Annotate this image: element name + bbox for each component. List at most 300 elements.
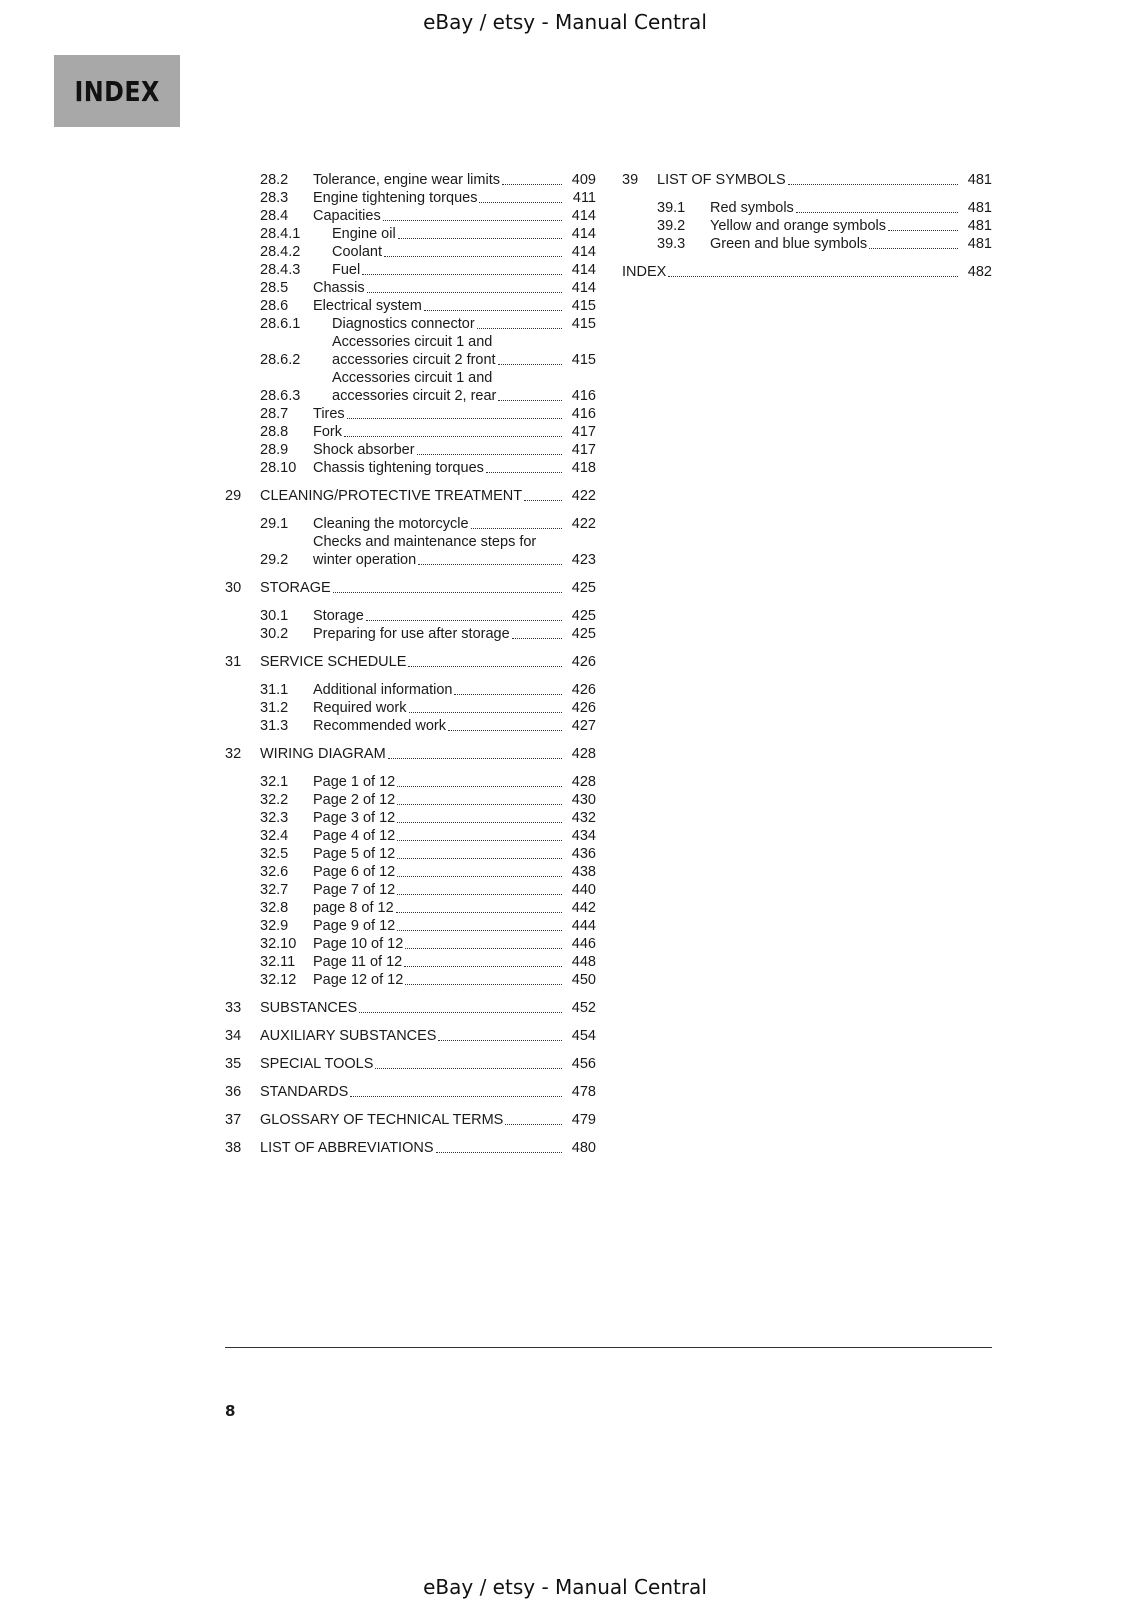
toc-entry[interactable] (225, 1055, 596, 1073)
toc-entry[interactable] (225, 459, 596, 477)
toc-entry-title: accessories circuit 2, rear (332, 388, 497, 404)
toc-entry-title: Page 9 of 12 (313, 918, 396, 934)
dot-leader (362, 274, 562, 275)
toc-entry-multiline (332, 369, 566, 405)
dot-leader (404, 966, 562, 967)
toc-entry-number: 28.2 (260, 172, 289, 188)
toc-entry-page: 454 (571, 1028, 596, 1044)
toc-entry-number: 35 (225, 1056, 242, 1072)
toc-entry-number: 29.1 (260, 516, 289, 532)
dot-leader (498, 400, 562, 401)
toc-entry-page: 481 (967, 172, 992, 188)
toc-entry-number: 32.12 (260, 972, 297, 988)
toc-entry[interactable] (225, 279, 596, 297)
toc-entry-title-wrap (313, 845, 566, 863)
toc-entry-title-wrap (313, 827, 566, 845)
toc-entry-number: 39.1 (657, 200, 686, 216)
footer-divider (225, 1347, 992, 1348)
toc-entry-page: 438 (571, 864, 596, 880)
toc-entry-title: Coolant (332, 244, 382, 260)
dot-leader (397, 822, 562, 823)
toc-entry-number: 32.2 (260, 792, 289, 808)
toc-entry-title: Engine tightening torques (313, 190, 478, 206)
dot-leader (788, 184, 958, 185)
toc-entry-number: 37 (225, 1112, 242, 1128)
toc-entry-page: 436 (571, 846, 596, 862)
toc-entry-page: 414 (571, 280, 596, 296)
toc-entry-title: INDEX (622, 264, 667, 280)
toc-entry-title-wrap (657, 171, 962, 189)
toc-entry[interactable] (225, 845, 596, 863)
toc-entry-title: Red symbols (710, 200, 794, 216)
dot-leader (397, 876, 562, 877)
toc-entry-number: 39.3 (657, 236, 686, 252)
toc-entry-title-wrap (313, 423, 566, 441)
toc-entry-title-wrap (313, 971, 566, 989)
toc-entry[interactable] (622, 263, 992, 281)
toc-entry-number: 32.1 (260, 774, 289, 790)
toc-entry-page: 415 (571, 316, 596, 332)
toc-entry-title-wrap (313, 515, 566, 533)
toc-entry-page: 428 (571, 746, 596, 762)
toc-entry-title-wrap (313, 917, 566, 935)
toc-entry-number: 28.6.1 (260, 316, 301, 332)
toc-entry-page: 444 (571, 918, 596, 934)
dot-leader (436, 1152, 562, 1153)
toc-entry-number: 32.6 (260, 864, 289, 880)
toc-entry-title-wrap (260, 487, 566, 505)
dot-leader (397, 786, 562, 787)
toc-entry-page: 425 (571, 626, 596, 642)
toc-entry-title-wrap (313, 207, 566, 225)
toc-entry-title: SPECIAL TOOLS (260, 1056, 374, 1072)
toc-entry[interactable] (225, 261, 596, 279)
toc-entry-page: 450 (571, 972, 596, 988)
toc-entry-number: 28.8 (260, 424, 289, 440)
toc-entry-title-wrap (710, 199, 962, 217)
toc-entry-title-wrap (313, 533, 566, 569)
toc-entry-page: 440 (571, 882, 596, 898)
page-footer: eBay / etsy - Manual Central (423, 1575, 707, 1599)
toc-entry-page: 446 (571, 936, 596, 952)
toc-entry-number: 32.7 (260, 882, 289, 898)
toc-entry-number: 28.4.1 (260, 226, 301, 242)
toc-entry-title-wrap (313, 717, 566, 735)
toc-entry-number: 32.4 (260, 828, 289, 844)
toc-entry-page: 425 (571, 608, 596, 624)
toc-entry-title-line2 (332, 387, 566, 405)
toc-entry-title-wrap (313, 405, 566, 423)
toc-entry-title-wrap (260, 1111, 566, 1129)
toc-entry-number: 39 (622, 172, 639, 188)
toc-entry[interactable] (225, 953, 596, 971)
toc-entry-title: Tires (313, 406, 345, 422)
toc-entry-title: CLEANING/PROTECTIVE TREATMENT (260, 488, 523, 504)
dot-leader (479, 202, 562, 203)
toc-entry[interactable] (225, 207, 596, 225)
dot-leader (498, 364, 562, 365)
toc-entry-title: Page 11 of 12 (313, 954, 403, 970)
toc-entry-number: 32.11 (260, 954, 296, 970)
toc-entry-title: Storage (313, 608, 364, 624)
toc-entry-page: 415 (571, 298, 596, 314)
toc-entry-title-wrap (710, 217, 962, 235)
toc-entry-number: 28.10 (260, 460, 297, 476)
toc-entry-page: 414 (571, 262, 596, 278)
toc-entry[interactable] (225, 315, 596, 333)
toc-column-left (225, 171, 596, 1157)
toc-entry-title-wrap (313, 809, 566, 827)
toc-entry-title: Electrical system (313, 298, 422, 314)
toc-entry-title-wrap (260, 1055, 566, 1073)
toc-entry-number: 32.9 (260, 918, 289, 934)
toc-entry[interactable] (225, 863, 596, 881)
dot-leader (796, 212, 958, 213)
toc-entry-page: 409 (571, 172, 596, 188)
toc-entry-page: 481 (967, 200, 992, 216)
toc-entry-title: Page 6 of 12 (313, 864, 396, 880)
toc-entry[interactable] (225, 1139, 596, 1157)
toc-entry[interactable] (622, 217, 992, 235)
toc-entry[interactable] (225, 1111, 596, 1129)
toc-entry[interactable] (225, 171, 596, 189)
toc-entry[interactable] (225, 225, 596, 243)
dot-leader (333, 592, 562, 593)
toc-entry[interactable] (225, 333, 596, 369)
toc-entry-number: 28.7 (260, 406, 289, 422)
toc-entry-number: 29.2 (260, 552, 289, 568)
toc-entry-title: Chassis tightening torques (313, 460, 484, 476)
dot-leader (512, 638, 562, 639)
toc-entry-multiline (332, 333, 566, 369)
dot-leader (397, 930, 562, 931)
toc-entry-title-wrap (313, 681, 566, 699)
toc-entry-number: 28.4.2 (260, 244, 301, 260)
toc-entry-title-wrap (332, 369, 566, 405)
toc-entry[interactable] (622, 171, 992, 189)
toc-entry-title-wrap (313, 791, 566, 809)
toc-entry-page: 452 (571, 1000, 596, 1016)
toc-entry-number: 28.3 (260, 190, 289, 206)
toc-entry[interactable] (225, 917, 596, 935)
dot-leader (417, 454, 562, 455)
toc-entry-title-wrap (710, 235, 962, 253)
toc-entry-title-wrap (313, 279, 566, 297)
toc-entry-title-wrap (313, 953, 566, 971)
toc-entry-title: STANDARDS (260, 1084, 349, 1100)
toc-entry[interactable] (225, 899, 596, 917)
toc-entry[interactable] (225, 607, 596, 625)
toc-entry-page: 448 (571, 954, 596, 970)
dot-leader (359, 1012, 562, 1013)
toc-entry-title: Page 12 of 12 (313, 972, 404, 988)
toc-column-right (622, 171, 992, 281)
toc-entry[interactable] (225, 773, 596, 791)
toc-entry-title: Fuel (332, 262, 361, 278)
toc-entry-page: 417 (571, 442, 596, 458)
toc-entry-page: 422 (571, 516, 596, 532)
toc-entry-title-wrap (622, 263, 962, 281)
toc-entry-title-wrap (313, 625, 566, 643)
dot-leader (505, 1124, 562, 1125)
toc-entry[interactable] (225, 1083, 596, 1101)
dot-leader (424, 310, 562, 311)
toc-entry-multiline (313, 533, 566, 569)
toc-entry-number: 28.6.2 (260, 352, 301, 368)
toc-entry-page: 426 (571, 682, 596, 698)
toc-entry[interactable] (225, 971, 596, 989)
toc-entry-title-wrap (260, 1027, 566, 1045)
toc-entry-number: 28.9 (260, 442, 289, 458)
toc-entry-page: 425 (571, 580, 596, 596)
toc-entry-page: 434 (571, 828, 596, 844)
toc-entry-number: 32 (225, 746, 242, 762)
toc-entry-title-wrap (313, 773, 566, 791)
dot-leader (448, 730, 562, 731)
toc-entry-title: accessories circuit 2 front (332, 352, 496, 368)
dot-leader (383, 220, 562, 221)
dot-leader (408, 666, 562, 667)
toc-entry-number: 31.3 (260, 718, 289, 734)
toc-entry-page: 426 (571, 654, 596, 670)
toc-entry-title: LIST OF ABBREVIATIONS (260, 1140, 434, 1156)
toc-entry-page: 418 (571, 460, 596, 476)
toc-entry[interactable] (225, 809, 596, 827)
dot-leader (375, 1068, 562, 1069)
toc-entry-title-wrap (332, 225, 566, 243)
toc-entry-title-line1: Accessories circuit 1 and (332, 370, 493, 386)
dot-leader (477, 328, 562, 329)
toc-entry-title-wrap (313, 189, 566, 207)
toc-entry-number: 28.5 (260, 280, 289, 296)
section-tab-label: INDEX (74, 74, 160, 108)
toc-entry-number: 31.1 (260, 682, 289, 698)
toc-entry-page: 432 (571, 810, 596, 826)
toc-entry[interactable] (225, 441, 596, 459)
toc-entry-title-wrap (260, 999, 566, 1017)
toc-entry-title-wrap (313, 699, 566, 717)
dot-leader (486, 472, 562, 473)
toc-entry-number: 38 (225, 1140, 242, 1156)
toc-entry-page: 411 (572, 190, 596, 206)
dot-leader (384, 256, 562, 257)
toc-entry-title-wrap (260, 1139, 566, 1157)
toc-entry-title: Page 7 of 12 (313, 882, 396, 898)
toc-entry-title: Page 5 of 12 (313, 846, 396, 862)
toc-entry-title-wrap (260, 1083, 566, 1101)
dot-leader (438, 1040, 562, 1041)
toc-entry-title-wrap (332, 315, 566, 333)
dot-leader (405, 948, 562, 949)
toc-entry-page: 481 (967, 218, 992, 234)
dot-leader (454, 694, 562, 695)
toc-entry-title: Green and blue symbols (710, 236, 868, 252)
toc-entry-number: 31.2 (260, 700, 289, 716)
toc-entry-title-wrap (313, 297, 566, 315)
toc-entry-page: 415 (571, 352, 596, 368)
toc-entry-title: STORAGE (260, 580, 331, 596)
toc-entry-number: 32.3 (260, 810, 289, 826)
toc-entry-page: 422 (571, 488, 596, 504)
toc-entry-title-wrap (313, 899, 566, 917)
toc-entry-title: Recommended work (313, 718, 446, 734)
toc-entry-page: 416 (571, 388, 596, 404)
toc-entry[interactable] (225, 423, 596, 441)
toc-entry[interactable] (225, 999, 596, 1017)
toc-entry-page: 416 (571, 406, 596, 422)
toc-entry-page: 427 (571, 718, 596, 734)
dot-leader (397, 858, 562, 859)
toc-entry-number: 36 (225, 1084, 242, 1100)
toc-entry[interactable] (225, 681, 596, 699)
dot-leader (397, 804, 562, 805)
toc-entry[interactable] (225, 579, 596, 597)
toc-entry-page: 480 (571, 1140, 596, 1156)
toc-entry-title: page 8 of 12 (313, 900, 394, 916)
dot-leader (869, 248, 958, 249)
toc-entry-title: Tolerance, engine wear limits (313, 172, 500, 188)
toc-entry-page: 428 (571, 774, 596, 790)
dot-leader (502, 184, 562, 185)
toc-entry-title: Diagnostics connector (332, 316, 475, 332)
toc-entry-title-line1: Checks and maintenance steps for (313, 534, 537, 550)
dot-leader (405, 984, 562, 985)
dot-leader (397, 894, 562, 895)
toc-entry-number: 32.10 (260, 936, 297, 952)
toc-entry-page: 426 (571, 700, 596, 716)
toc-entry-title-wrap (313, 935, 566, 953)
dot-leader (888, 230, 958, 231)
toc-entry-title: GLOSSARY OF TECHNICAL TERMS (260, 1112, 504, 1128)
toc-entry-title: Page 3 of 12 (313, 810, 396, 826)
toc-entry-page: 456 (571, 1056, 596, 1072)
toc-entry[interactable] (225, 243, 596, 261)
toc-entry-number: 34 (225, 1028, 242, 1044)
toc-entry[interactable] (225, 1027, 596, 1045)
toc-entry[interactable] (225, 935, 596, 953)
toc-entry-title-line2 (332, 351, 566, 369)
toc-entry-number: 33 (225, 1000, 242, 1016)
toc-entry-title: AUXILIARY SUBSTANCES (260, 1028, 437, 1044)
toc-entry-page: 442 (571, 900, 596, 916)
toc-entry[interactable] (225, 369, 596, 405)
toc-entry-page: 414 (571, 244, 596, 260)
toc-entry[interactable] (622, 199, 992, 217)
toc-entry-number: 32.5 (260, 846, 289, 862)
toc-entry-title-line1: Accessories circuit 1 and (332, 334, 493, 350)
toc-entry[interactable] (225, 189, 596, 207)
toc-entry-page: 478 (571, 1084, 596, 1100)
toc-entry-title: Cleaning the motorcycle (313, 516, 469, 532)
toc-entry-page: 423 (571, 552, 596, 568)
toc-entry-title-wrap (313, 459, 566, 477)
toc-entry-title-wrap (332, 333, 566, 369)
toc-entry-title: Page 1 of 12 (313, 774, 396, 790)
dot-leader (397, 840, 562, 841)
toc-entry-number: 30 (225, 580, 242, 596)
dot-leader (350, 1096, 562, 1097)
toc-entry-number: 31 (225, 654, 242, 670)
toc-entry-title: Additional information (313, 682, 453, 698)
toc-entry-title: Yellow and orange symbols (710, 218, 886, 234)
toc-entry-number: 28.4 (260, 208, 289, 224)
dot-leader (398, 238, 562, 239)
dot-leader (388, 758, 562, 759)
toc-entry-title: WIRING DIAGRAM (260, 746, 386, 762)
toc-entry-page: 481 (967, 236, 992, 252)
toc-entry-title-wrap (260, 653, 566, 671)
toc-entry-title-wrap (313, 607, 566, 625)
toc-entry-title: Required work (313, 700, 407, 716)
toc-entry-number: 28.6 (260, 298, 289, 314)
section-tab (54, 55, 180, 127)
toc-entry-page: 482 (967, 264, 992, 280)
page-header: eBay / etsy - Manual Central (423, 10, 707, 34)
toc-entry-title: Capacities (313, 208, 381, 224)
dot-leader (524, 500, 562, 501)
toc-entry-title-wrap (313, 863, 566, 881)
dot-leader (347, 418, 562, 419)
toc-entry-number: 39.2 (657, 218, 686, 234)
dot-leader (418, 564, 562, 565)
toc-entry-title: SERVICE SCHEDULE (260, 654, 407, 670)
toc-entry[interactable] (225, 297, 596, 315)
toc-entry-number: 28.6.3 (260, 388, 301, 404)
toc-entry-number: 30.1 (260, 608, 289, 624)
dot-leader (396, 912, 562, 913)
toc-entry-title: winter operation (313, 552, 417, 568)
toc-entry-title-wrap (332, 243, 566, 261)
toc-entry-number: 28.4.3 (260, 262, 301, 278)
toc-entry[interactable] (225, 515, 596, 533)
toc-entry-title-wrap (260, 745, 566, 763)
toc-entry[interactable] (225, 533, 596, 569)
dot-leader (366, 620, 562, 621)
toc-entry[interactable] (225, 625, 596, 643)
toc-entry-title-wrap (260, 579, 566, 597)
toc-entry-title: Chassis (313, 280, 365, 296)
toc-entry-title: LIST OF SYMBOLS (657, 172, 786, 188)
toc-entry[interactable] (225, 881, 596, 899)
toc-entry[interactable] (225, 487, 596, 505)
page-number: 8 (225, 1402, 236, 1420)
toc-entry-page: 414 (571, 226, 596, 242)
toc-entry-number: 29 (225, 488, 242, 504)
toc-entry-page: 479 (571, 1112, 596, 1128)
toc-entry-title: Page 2 of 12 (313, 792, 396, 808)
toc-entry[interactable] (225, 745, 596, 763)
toc-entry-page: 417 (571, 424, 596, 440)
toc-entry-title-wrap (313, 171, 566, 189)
toc-entry[interactable] (225, 653, 596, 671)
toc-entry-title: Shock absorber (313, 442, 415, 458)
toc-entry[interactable] (622, 235, 992, 253)
dot-leader (471, 528, 562, 529)
toc-entry[interactable] (225, 827, 596, 845)
toc-entry-number: 30.2 (260, 626, 289, 642)
toc-entry[interactable] (225, 791, 596, 809)
toc-entry-title-wrap (313, 441, 566, 459)
toc-entry[interactable] (225, 699, 596, 717)
dot-leader (367, 292, 562, 293)
dot-leader (344, 436, 562, 437)
toc-entry-title-line2 (313, 551, 566, 569)
toc-entry[interactable] (225, 405, 596, 423)
toc-entry[interactable] (225, 717, 596, 735)
dot-leader (409, 712, 563, 713)
toc-entry-title: Page 4 of 12 (313, 828, 396, 844)
toc-entry-title: Fork (313, 424, 342, 440)
